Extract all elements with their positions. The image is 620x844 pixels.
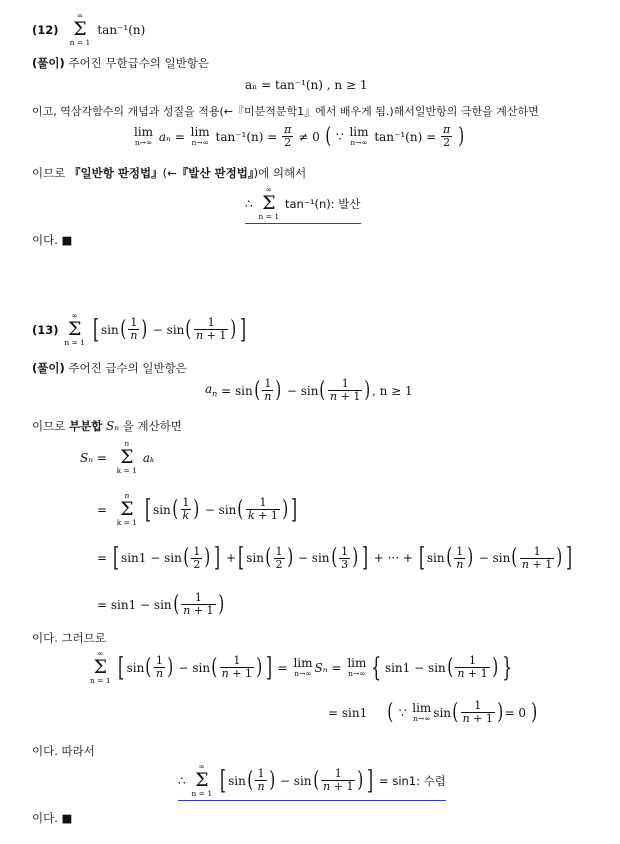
sigma: ∞ Σ n = 1 <box>69 11 91 47</box>
limit-equation: lim n→∞ aₙ = lim n→∞ tan⁻¹(n) = $\frac{\pi}{2}$ ≠ 0 ( ∵ lim n→∞ tan⁻¹(n) = $\frac{\pi}{2}$ ) <box>134 123 465 149</box>
paragraph: 이고, 역삼각함수의 개념과 성질을 적용(←『미분적분학1』에서 배우게 됨.)해서일반항의 극한을 계산하면 <box>32 105 539 118</box>
partial-sum-def: Sₙ = n Σ k = 1 aₖ <box>80 439 155 475</box>
problem-12-header <box>32 12 145 47</box>
solution-line: (풀이) 주어진 급수의 일반항은 <box>32 361 187 375</box>
paragraph: 이다. 그러므로 <box>32 631 106 645</box>
problem-number: (13) <box>32 322 59 337</box>
paragraph: 이므로 『일반항 판정법』(←『발산 판정법』)에 의해서 <box>32 166 307 180</box>
series-term: tan⁻¹(n) <box>97 22 146 37</box>
solution-line: (풀이) 주어진 무한급수의 일반항은 <box>32 56 210 70</box>
paragraph: 이므로 부분합 Sₙ 을 계산하면 <box>32 419 182 433</box>
end-mark: 이다. ■ <box>32 811 73 825</box>
end-mark: 이다. ■ <box>32 233 73 247</box>
partial-sum-result: = sin1 − sin( $\frac{1}{n + 1}$ ) <box>97 591 224 617</box>
conclusion: ∴ ∞ Σ n = 1 [ sin( $\frac{1}{n}$ ) − sin( $\frac{1}{n + 1}$ ) ] = sin1: 수렴 <box>178 763 446 801</box>
solution-label: (풀이) <box>32 56 65 70</box>
problem-13-header: (13) ∞ Σ n = 1 [ sin( $\frac{1}{n}$ ) − sin( $\frac{1}{n + 1}$ ) ] <box>32 311 247 347</box>
conclusion: ∴ ∞ Σ n = 1 tan⁻¹(n): 발산 <box>245 186 361 224</box>
series-limit-eq: ∞ Σ n = 1 [ sin( $\frac{1}{n}$ ) − sin( $\frac{1}{n + 1}$ ) ] = lim n→∞ Sₙ = lim n→∞ { sin1 − sin( $\frac{1}{n + 1}$ ) } <box>90 649 513 685</box>
general-term-eq: aₙ = tan⁻¹(n) , n ≥ 1 <box>245 78 368 92</box>
general-term-eq: $a_n = \sin$( $\frac{1}{n}$ ) − sin( $\frac{1}{n + 1}$ ), n ≥ 1 <box>205 377 413 403</box>
paragraph: 이다. 따라서 <box>32 744 95 758</box>
partial-sum-step1: = n Σ k = 1 [ sin( $\frac{1}{k}$ ) − sin( $\frac{1}{k + 1}$ ) ] <box>97 491 298 527</box>
series-limit-result: = sin1 ( ∵ lim n→∞ sin( $\frac{1}{n + 1}$ )= 0 ) <box>328 699 538 725</box>
partial-sum-step2: = [ sin1 − sin( $\frac{1}{2}$ ) ] +[ sin( $\frac{1}{2}$ ) − sin( $\frac{1}{3}$ ) ] + ··· + [ sin( $\frac{1}{n}$ ) − sin( $\frac{1}{n + 1}$ ) ] <box>97 543 572 573</box>
problem-number: (12) <box>32 22 59 37</box>
